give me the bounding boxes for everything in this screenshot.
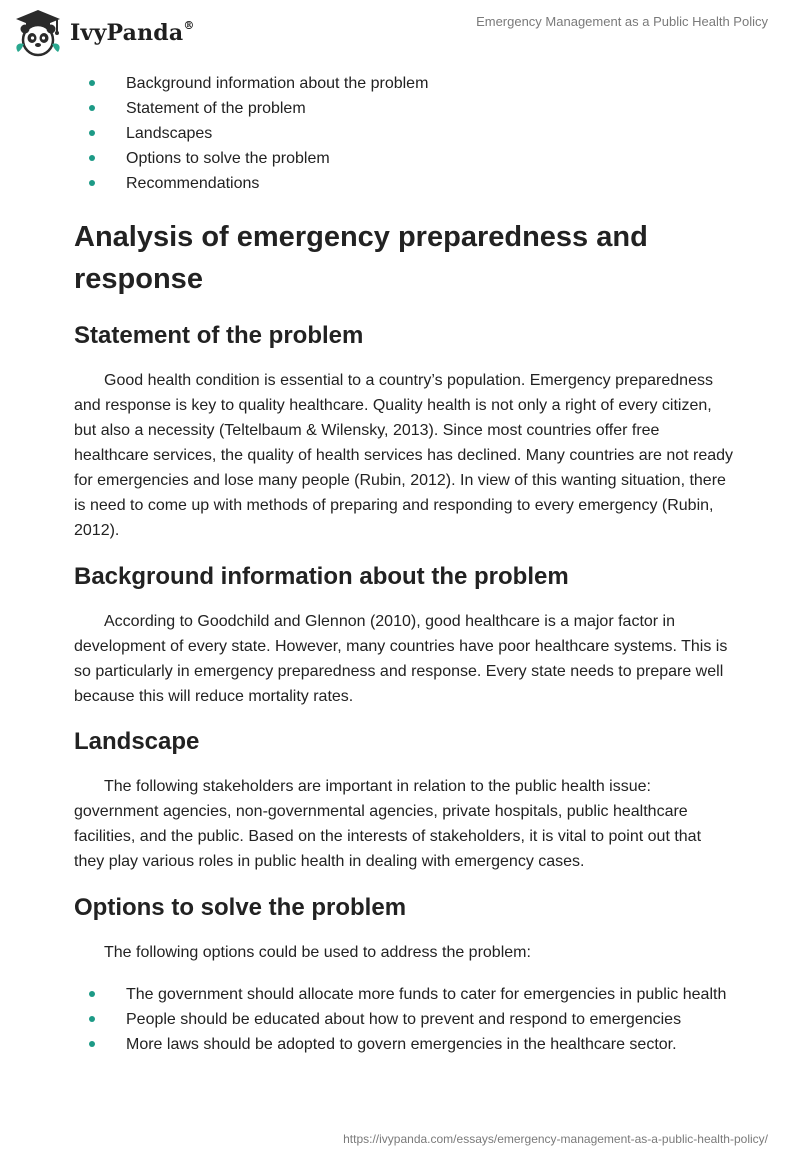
- section-heading-landscape: Landscape: [74, 728, 200, 755]
- list-item: Landscapes: [74, 121, 734, 146]
- document-title: Emergency Management as a Public Health Policy: [476, 14, 768, 29]
- list-item: People should be educated about how to prevent and respond to emergencies: [74, 1007, 734, 1032]
- logo-text: IvyPanda®: [70, 18, 195, 46]
- page-header: [0, 0, 800, 70]
- list-item: The government should allocate more funds to cater for emergencies in public health: [74, 982, 734, 1007]
- outline-list: [74, 71, 734, 196]
- source-url[interactable]: https://ivypanda.com/essays/emergency-management-as-a-public-health-policy/: [343, 1132, 768, 1146]
- paragraph-statement: Good health condition is essential to a country’s population. Emergency preparedness and response is key to quality healthcare. Quality health is not only a right of every citizen, but also a necessity (Teltelbaum & Wilensky, 2013). Since most countries offer free healthcare services, the quality of health services has declined. Many countries are not ready for emergencies and lose many people (Rubin, 2012). In view of this wanting situation, there is need to come up with methods of preparing and responding to every emergency (Rubin, 2012).: [74, 372, 734, 539]
- list-item: Statement of the problem: [74, 96, 734, 121]
- options-list: [74, 982, 734, 1057]
- essay-content: [74, 70, 734, 1057]
- list-item: More laws should be adopted to govern emergencies in the healthcare sector.: [74, 1032, 734, 1057]
- ivypanda-logo[interactable]: [12, 8, 195, 58]
- main-heading: Analysis of emergency preparedness and response: [74, 221, 648, 295]
- section-heading-statement: Statement of the problem: [74, 322, 364, 349]
- section-heading-options: Options to solve the problem: [74, 894, 407, 921]
- list-item: Background information about the problem: [74, 71, 734, 96]
- paragraph-options-intro: The following options could be used to address the problem:: [104, 944, 531, 961]
- paragraph-background: According to Goodchild and Glennon (2010), good healthcare is a major factor in development of every state. However, many countries have poor healthcare systems. This is so particularly in emergency preparedness and response. Every state needs to prepare well because this will reduce mortality rates.: [74, 613, 728, 705]
- list-item: Recommendations: [74, 171, 734, 196]
- paragraph-landscape: The following stakeholders are important in relation to the public health issue: government agencies, non-governmental agencies, private hospitals, public healthcare facilities, and the public. Based on the interests of stakeholders, it is vital to point out that they play various roles in public health in dealing with emergency cases.: [74, 778, 702, 870]
- panda-graduation-icon: [12, 8, 64, 58]
- section-heading-background: Background information about the problem: [74, 563, 569, 590]
- list-item: Options to solve the problem: [74, 146, 734, 171]
